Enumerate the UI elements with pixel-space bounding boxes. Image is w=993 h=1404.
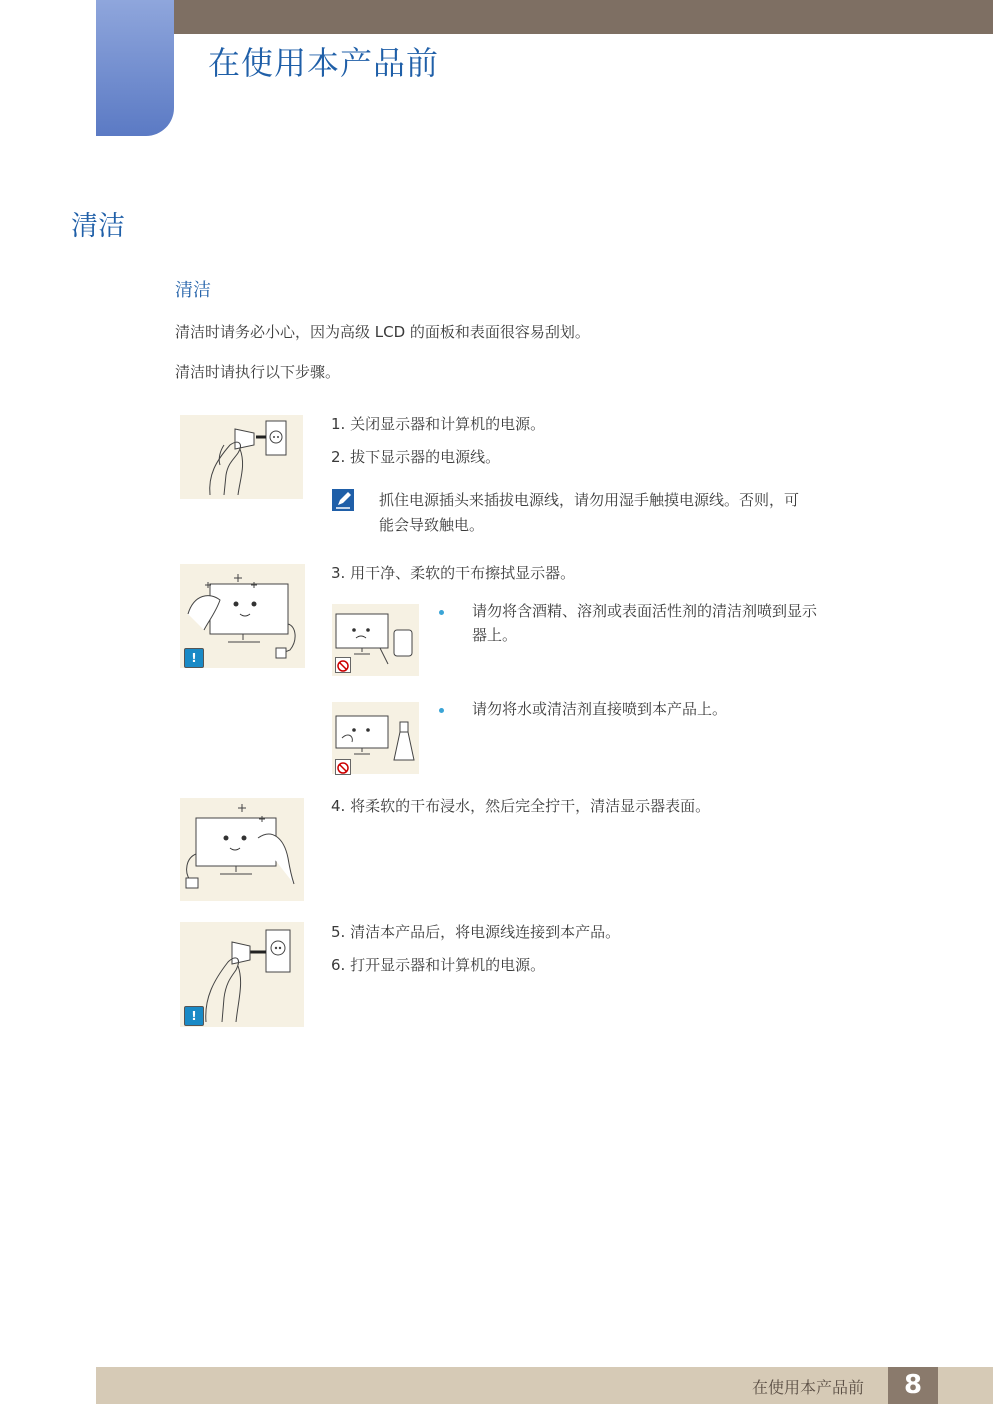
step-1: 1. 关闭显示器和计算机的电源。	[331, 415, 546, 433]
step-5: 5. 清洁本产品后，将电源线连接到本产品。	[331, 923, 621, 941]
top-bar	[174, 0, 993, 34]
chapter-title: 在使用本产品前	[208, 44, 440, 82]
note-icon	[331, 488, 355, 512]
step-2: 2. 拔下显示器的电源线。	[331, 448, 501, 466]
step-4: 4. 将柔软的干布浸水，然后完全拧干，清洁显示器表面。	[331, 797, 711, 815]
damp-cloth-illustration	[180, 798, 304, 901]
page-number: 8	[888, 1367, 938, 1404]
warning-text: 器上。	[472, 626, 518, 644]
unplug-illustration	[180, 415, 303, 499]
chapter-tab	[96, 0, 174, 136]
intro-paragraph: 清洁时请执行以下步骤。	[175, 363, 341, 381]
warning-text: 请勿将水或清洁剂直接喷到本产品上。	[472, 700, 728, 718]
note-text: 抓住电源插头来插拔电源线，请勿用湿手触摸电源线。否则，可	[379, 491, 800, 509]
caution-icon: !	[184, 1006, 204, 1026]
intro-paragraph: 清洁时请务必小心，因为高级 LCD 的面板和表面很容易刮划。	[175, 323, 590, 341]
prohibited-icon	[335, 657, 351, 673]
footer-chapter-label: 在使用本产品前	[752, 1378, 865, 1397]
warning-text: 请勿将含酒精、溶剂或表面活性剂的清洁剂喷到显示	[472, 602, 818, 620]
section-title: 清洁	[71, 211, 125, 242]
prohibited-icon	[335, 759, 351, 775]
bullet-icon	[439, 610, 444, 615]
note-text: 能会导致触电。	[379, 516, 485, 534]
bullet-icon	[439, 708, 444, 713]
step-3: 3. 用干净、柔软的干布擦拭显示器。	[331, 564, 576, 582]
caution-icon: !	[184, 648, 204, 668]
subsection-title: 清洁	[175, 280, 211, 301]
step-6: 6. 打开显示器和计算机的电源。	[331, 956, 546, 974]
